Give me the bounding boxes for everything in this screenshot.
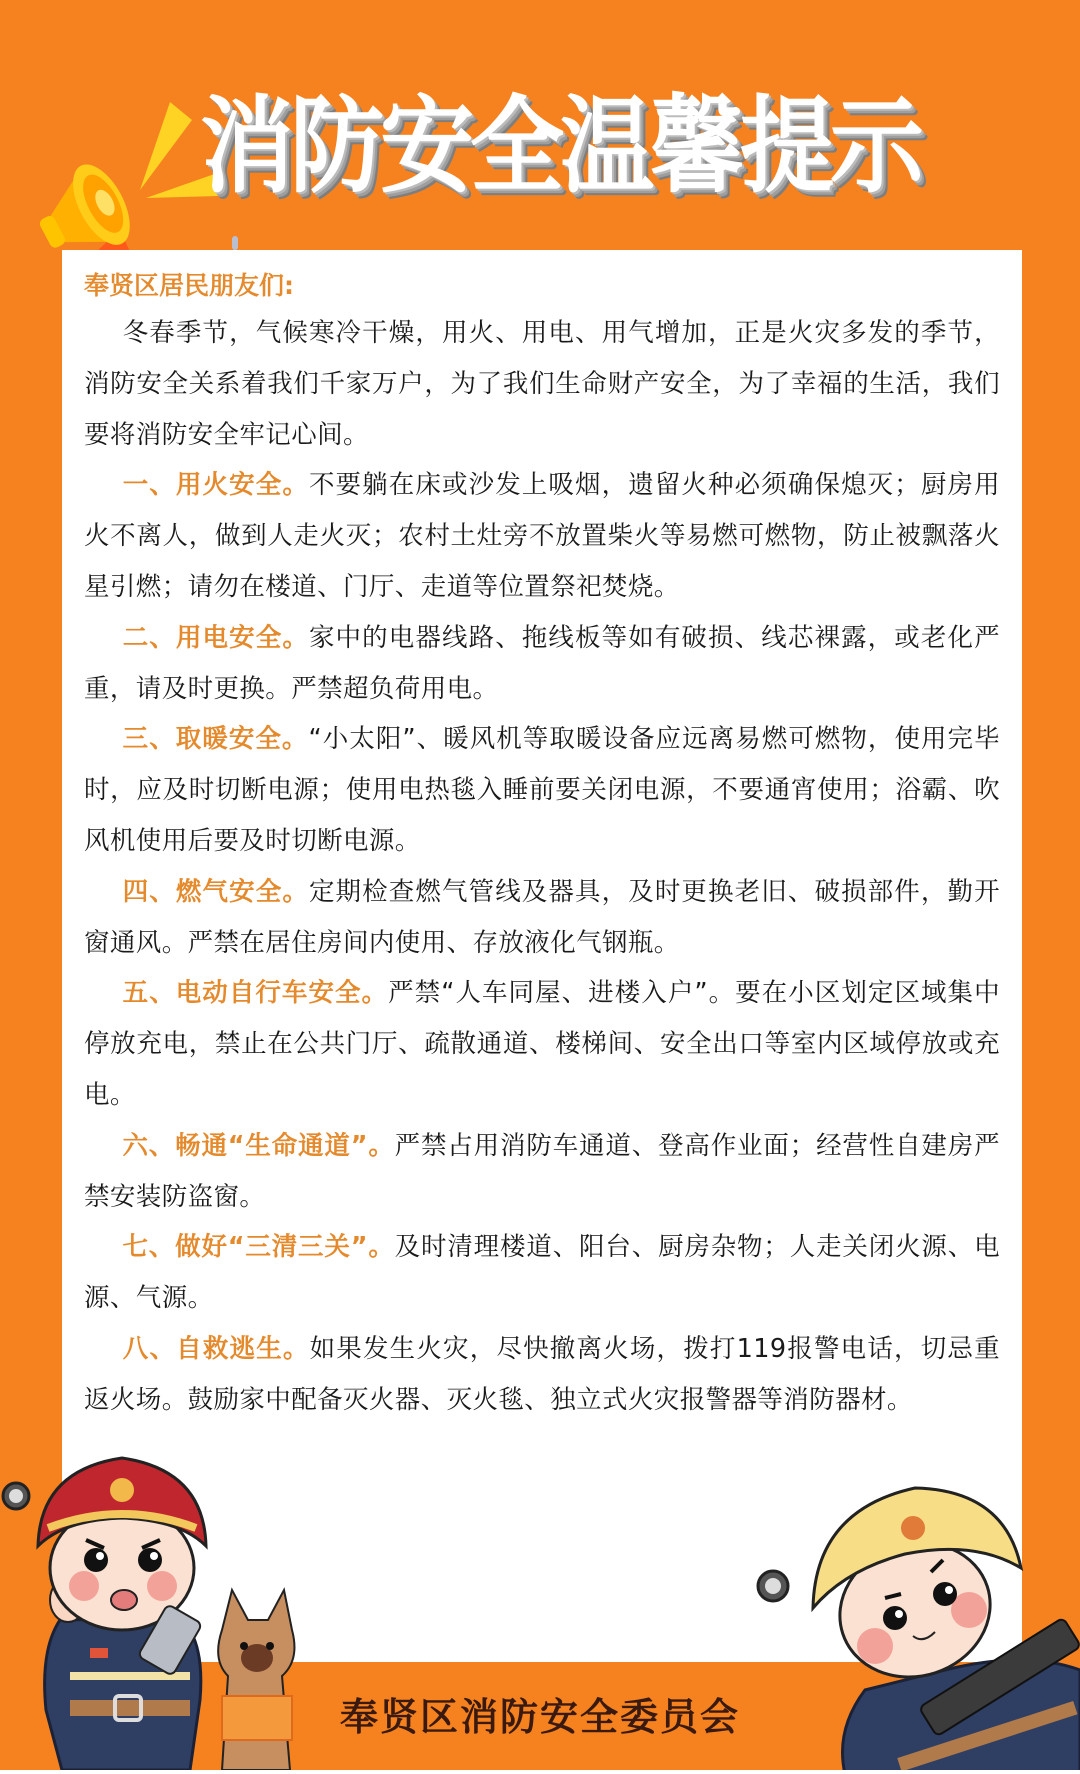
- greeting: 奉贤区居民朋友们:: [84, 271, 294, 300]
- tip-item-3: [84, 714, 1000, 866]
- bottom-border: [0, 1770, 1080, 1774]
- tip-heading: 七、做好“三清三关”。: [122, 1232, 395, 1263]
- tip-text: 严禁占用消防车通道、登高作业面；经营性自建房严禁安装防盗窗。: [84, 1130, 1000, 1212]
- tip-text: 不要躺在床或沙发上吸烟，遗留火种必须确保熄灭；厨房用火不离人，做到人走火灭；农村土灶旁不放置柴火等易燃可燃物，防止被飘落火星引燃；请勿在楼道、门厅、走道等位置祭祀焚烧。: [84, 470, 1000, 602]
- tip-item-5: [84, 968, 1000, 1120]
- tip-heading: 八、自救逃生。: [122, 1333, 310, 1364]
- tip-item-7: [84, 1222, 1000, 1324]
- tip-item-8: [84, 1324, 1000, 1426]
- tip-text: “小太阳”、暖风机等取暖设备应远离易燃可燃物，使用完毕时，应及时切断电源；使用电热毯入睡前要关闭电源，不要通宵使用；浴霸、吹风机使用后要及时切断电源。: [84, 724, 1000, 856]
- megaphone-icon: [28, 80, 218, 250]
- page-title: 消防安全温馨提示: [200, 86, 921, 209]
- tip-item-2: [84, 613, 1000, 715]
- tip-heading: 一、用火安全。: [122, 470, 309, 501]
- tip-text: 如果发生火灾，尽快撤离火场，拨打119报警电话，切忌重返火场。鼓励家中配备灭火器、灭火毯、独立式火灾报警器等消防器材。: [84, 1333, 1000, 1415]
- intro-text: 冬春季节，气候寒冷干燥，用火、用电、用气增加，正是火灾多发的季节，消防安全关系着我们千家万户，为了我们生命财产安全，为了幸福的生活，我们要将消防安全牢记心间。: [84, 318, 1000, 450]
- tip-text: 严禁“人车同屋、进楼入户”。要在小区划定区域集中停放充电，禁止在公共门厅、疏散通道、楼梯间、安全出口等室内区域停放或充电。: [84, 978, 1000, 1110]
- tip-heading: 二、用电安全。: [122, 622, 309, 653]
- tip-text: 及时清理楼道、阳台、厨房杂物；人走关闭火源、电源、气源。: [84, 1232, 1000, 1314]
- decorative-pin: [232, 236, 238, 250]
- tip-item-4: [84, 867, 1000, 969]
- tip-heading: 三、取暖安全。: [122, 724, 309, 755]
- tip-heading: 六、畅通“生命通道”。: [122, 1130, 395, 1161]
- header: [0, 0, 1080, 250]
- intro-paragraph: [84, 308, 1000, 460]
- tip-heading: 四、燃气安全。: [122, 876, 309, 907]
- tip-heading: 五、电动自行车安全。: [122, 978, 389, 1009]
- organization-name: 奉贤区消防安全委员会: [339, 1695, 740, 1739]
- tip-item-1: [84, 460, 1000, 612]
- tip-text: 家中的电器线路、拖线板等如有破损、线芯裸露，或老化严重，请及时更换。严禁超负荷用电。: [84, 622, 1000, 704]
- tip-text: 定期检查燃气管线及器具，及时更换老旧、破损部件，勤开窗通风。严禁在居住房间内使用、存放液化气钢瓶。: [84, 876, 1000, 958]
- tip-item-6: [84, 1121, 1000, 1223]
